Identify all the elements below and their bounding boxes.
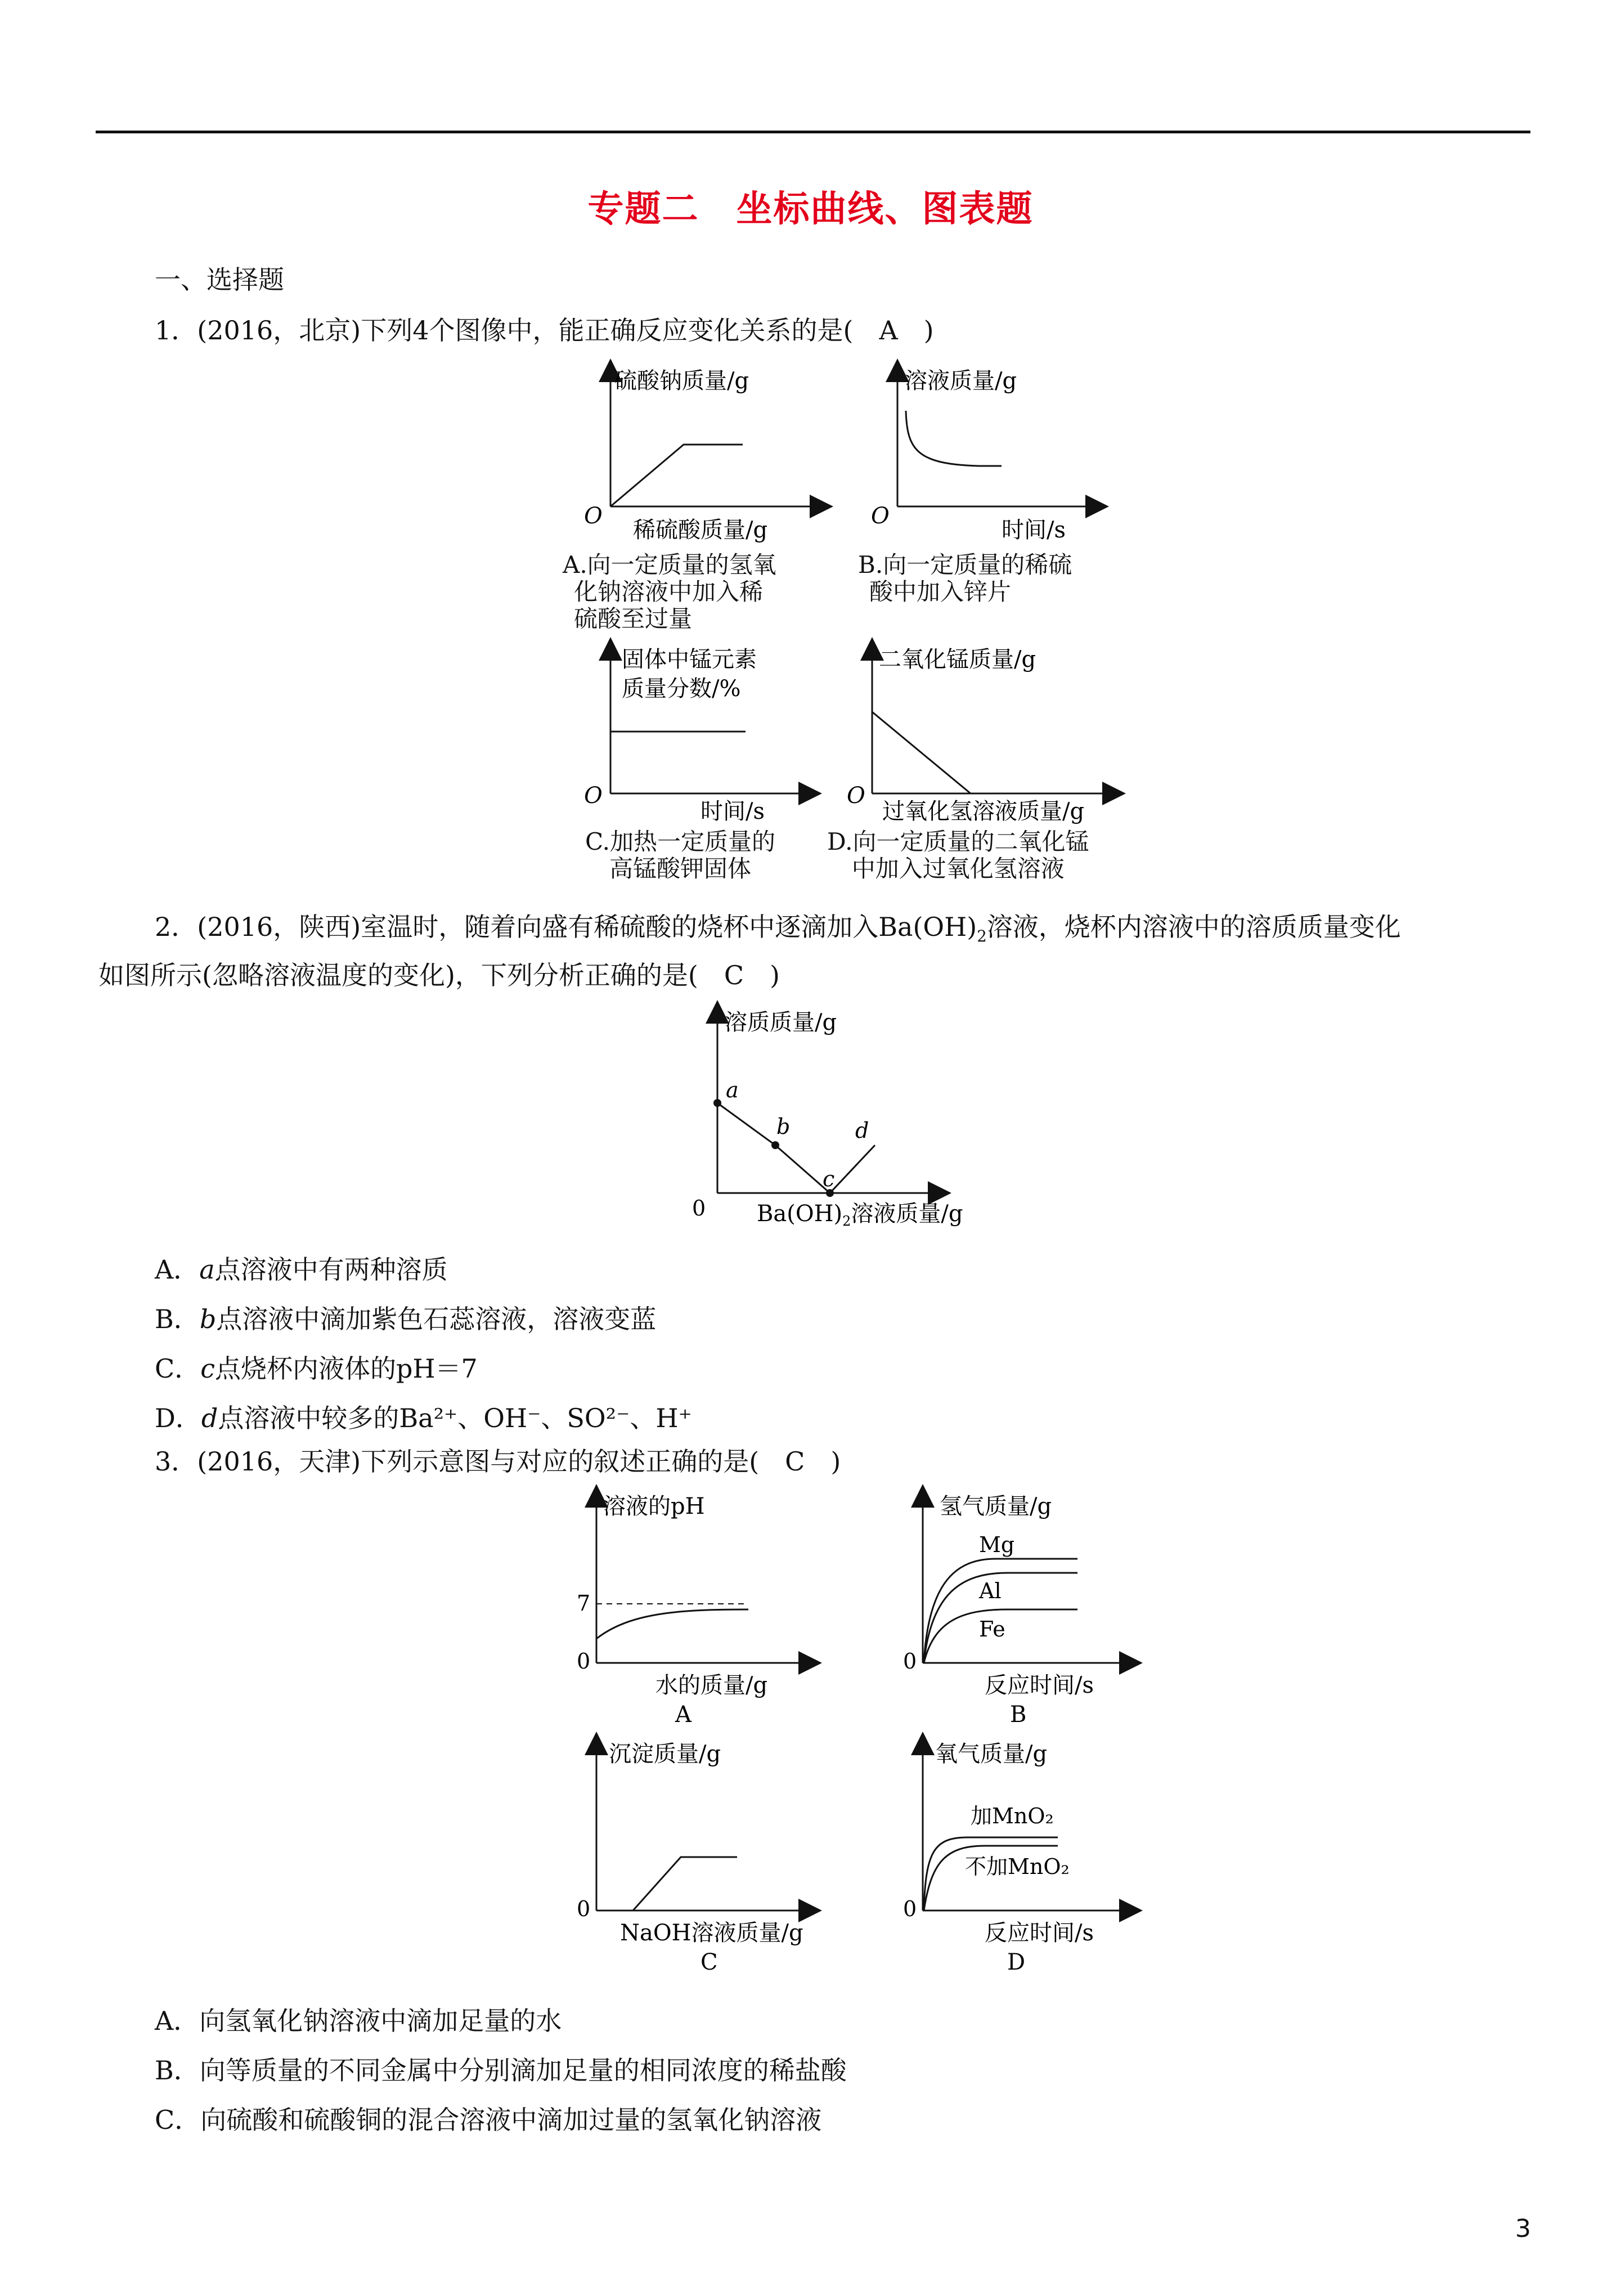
q3d-origin: 0: [903, 1896, 917, 1921]
q1c-ylabel-1: 固体中锰元素: [622, 647, 757, 672]
q1-caption-b: B.向一定质量的稀硫 酸中加入锌片: [858, 551, 1072, 606]
q1d-xlabel: 过氧化氢溶液质量/g: [882, 799, 1085, 824]
q1-caption-a: A.向一定质量的氢氧 化钠溶液中加入稀 硫酸至过量: [563, 551, 776, 633]
q2-point-b: [771, 1141, 779, 1149]
q1a-xlabel: 稀硫酸质量/g: [633, 517, 768, 543]
q1-chart-a: [580, 366, 827, 546]
q3a-ylabel: 溶液的pH: [603, 1494, 705, 1519]
q3d-label-mno2: 加MnO₂: [971, 1804, 1054, 1828]
q2-ylabel: 溶质质量/g: [725, 1010, 837, 1035]
q3b-label-al: Al: [979, 1578, 1002, 1603]
q2-option-d: D．d点溶液中较多的Ba²⁺、OH⁻、SO²⁻、H⁺: [155, 1403, 692, 1433]
q2-chart: [692, 1007, 996, 1244]
q3b-caption: B: [1010, 1702, 1027, 1728]
q1a-curve: [610, 445, 743, 506]
q1c-ylabel-2: 质量分数/%: [622, 676, 741, 702]
q3c-caption: C: [701, 1949, 718, 1975]
q1b-ylabel: 溶液质量/g: [905, 368, 1017, 394]
q1-caption-d: D.向一定质量的二氧化锰 中加入过氧化氢溶液: [827, 828, 1089, 882]
q1d-curve: [872, 712, 971, 793]
q1-chart-d: [844, 644, 1125, 830]
q2-option-c: C．c点烧杯内液体的pH＝7: [155, 1353, 478, 1384]
q3c-ylabel: 沉淀质量/g: [609, 1741, 721, 1767]
q3b-curve-mg: [924, 1559, 1077, 1663]
q3c-xlabel: NaOH溶液质量/g: [620, 1920, 803, 1946]
q2-option-a: A．a点溶液中有两种溶质: [155, 1254, 448, 1285]
q3-option-c: C．向硫酸和硫酸铜的混合溶液中滴加过量的氢氧化钠溶液: [155, 2105, 822, 2135]
page-title: 专题二 坐标曲线、图表题: [587, 188, 1034, 230]
q3d-caption: D: [1007, 1949, 1026, 1975]
q1d-origin: O: [847, 783, 865, 809]
q2-label-c: c: [823, 1167, 835, 1191]
q1c-origin: O: [584, 783, 603, 809]
q3a-origin: 0: [577, 1649, 591, 1674]
q2-stem-line2: 如图所示(忽略溶液温度的变化)，下列分析正确的是( C ): [98, 960, 780, 990]
q2-stem-line1: 2．(2016，陕西)室温时，随着向盛有稀硫酸的烧杯中逐滴加入$Ba(OH)_2$溶液，烧杯内溶液中的溶质质量变化: [155, 912, 1401, 946]
q2-origin: 0: [692, 1196, 706, 1221]
q3d-xlabel: 反应时间/s: [985, 1920, 1094, 1946]
q3b-xlabel: 反应时间/s: [985, 1672, 1094, 1698]
q3-chart-d: [895, 1739, 1137, 1975]
q1b-origin: O: [871, 503, 890, 529]
q1b-curve: [906, 411, 1002, 466]
q3a-curve: [596, 1609, 748, 1639]
q3-chart-c: [568, 1739, 833, 1975]
q1-chart-c: [580, 644, 816, 830]
q3-chart-a: [568, 1491, 827, 1728]
q1-caption-c: C.加热一定质量的 高锰酸钾固体: [585, 828, 775, 882]
q3c-curve: [633, 1857, 737, 1911]
q1a-ylabel: 硫酸钠质量/g: [614, 368, 749, 394]
q1-chart-b: [866, 366, 1103, 546]
q3a-xlabel: 水的质量/g: [655, 1672, 768, 1698]
q2-xlabel: $Ba(OH)_2$溶液质量/g: [757, 1201, 963, 1229]
q2-curve: [717, 1103, 875, 1193]
q3-stem: 3．(2016，天津)下列示意图与对应的叙述正确的是( C ): [155, 1446, 841, 1477]
q3b-label-fe: Fe: [979, 1617, 1005, 1642]
q1a-origin: O: [584, 503, 603, 529]
q3d-label-no-mno2: 不加MnO₂: [965, 1854, 1070, 1879]
q3b-origin: 0: [903, 1649, 917, 1674]
q3-chart-b: [895, 1491, 1137, 1728]
q2-label-a: a: [726, 1078, 739, 1102]
section-heading: 一、选择题: [155, 264, 284, 295]
q1b-xlabel: 时间/s: [1002, 517, 1066, 543]
q1-stem: 1．(2016，北京)下列4个图像中，能正确反应变化关系的是( A ): [155, 315, 934, 346]
q1d-ylabel: 二氧化锰质量/g: [879, 647, 1036, 672]
q2-point-a: [713, 1099, 721, 1107]
q3a-tick7: 7: [577, 1591, 591, 1616]
q2-label-d: d: [855, 1118, 869, 1143]
q2-option-b: B．b点溶液中滴加紫色石蕊溶液，溶液变蓝: [155, 1304, 657, 1334]
q1c-xlabel: 时间/s: [701, 799, 765, 824]
header-rule: [96, 131, 1530, 133]
q3-option-a: A．向氢氧化钠溶液中滴加足量的水: [155, 2006, 562, 2036]
q2-label-b: b: [776, 1114, 791, 1139]
q3c-origin: 0: [577, 1896, 591, 1921]
q3-option-b: B．向等质量的不同金属中分别滴加足量的相同浓度的稀盐酸: [155, 2055, 847, 2086]
q3a-caption: A: [675, 1702, 691, 1728]
q3d-ylabel: 氧气质量/g: [935, 1741, 1048, 1767]
q3b-ylabel: 氢气质量/g: [940, 1494, 1052, 1519]
page-number: 3: [1515, 2214, 1531, 2243]
q3b-label-mg: Mg: [979, 1532, 1015, 1557]
